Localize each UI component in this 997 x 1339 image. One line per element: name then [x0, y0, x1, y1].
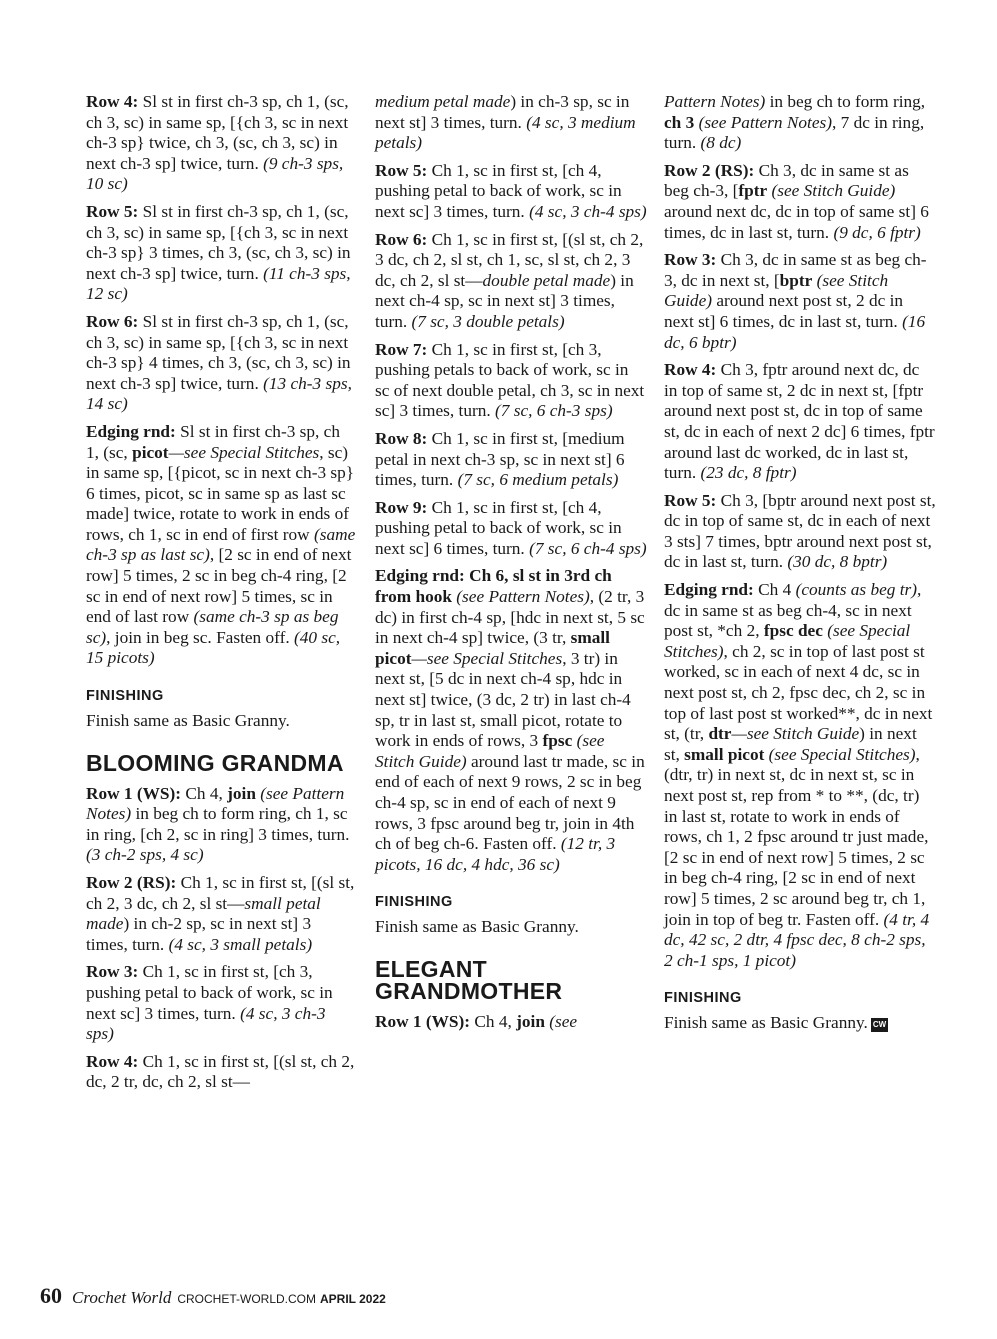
row-label: Row 4: — [86, 1051, 139, 1071]
blooming-row-1: Row 1 (WS): Ch 4, join (see Pattern Notes) in beg ch to form ring, ch 1, sc in ring, [ch 2, sc in ring] 3 times, turn. (3 ch-2 sps, 4 sc) — [86, 783, 350, 865]
stitch-count: (4 sc, 3 small petals) — [168, 934, 313, 954]
stitch-count: (13 ch-3 sps, 14 sc) — [86, 373, 352, 414]
row-label: Edging rnd: — [375, 566, 465, 586]
stitch-count: (4 tr, 4 dc, 42 sc, 2 dtr, 4 fpsc dec, 8 ch-2 sps, 2 ch-1 sps, 1 picot) — [664, 909, 930, 970]
elegant-row-2: Row 2 (RS): Ch 3, dc in same st as beg ch-3, [fptr (see Stitch Guide) around next dc, dc in top of same st] 6 times, dc in last st, turn. (9 dc, 6 fptr) — [664, 160, 929, 242]
elegant-row-4: Row 4: Ch 3, fptr around next dc, dc in top of same st, 2 dc in next st, [fptr around next post st, dc in top of same st, dc in each of next 2 dc] 6 times, fptr around last dc worked, dc in last st, turn. (23 dc, 8 fptr) — [664, 360, 935, 483]
row-label: Row 6: — [86, 311, 139, 331]
stitch-count: (23 dc, 8 fptr) — [700, 463, 797, 483]
website-url: CROCHET-WORLD.COM — [177, 1292, 316, 1306]
column-3 — [664, 92, 936, 1041]
elegant-edging-round: Edging rnd: Ch 4 (counts as beg tr), dc in same st as beg ch-4, sc in next post st, *ch 2, fpsc dec (see Special Stitches), ch 2, sc in top of last post st worked, sc in each of next 4 dc, sc in next post st, ch 2, fpsc dec, ch 2, sc in top of last post st worked**, dc in next st, (tr, dtr—see Stitch Guide) in next st, small picot (see Special Stitches), (dtr, tr) in next st, dc in next st, sc in next post st, rep from * to **, (dc, tr) in last st, rotate to work in ends of rows, ch 1, 2 fpsc around tr just made, [2 sc in end of next row] 5 times, 2 sc in beg ch-4 ring, [2 sc in end of next row] 5 times, 2 sc around beg tr, ch 1, join in top of beg tr. Fasten off. (4 tr, 4 dc, 42 sc, 2 dtr, 4 fpsc dec, 8 ch-2 sps, 2 ch-1 sps, 1 picot) — [664, 580, 933, 970]
row-6-instruction: Row 6: Sl st in first ch-3 sp, ch 1, (sc, ch 3, sc) in same sp, [{ch 3, sc in next ch-3 sp} 4 times, ch 3, (sc, ch 3, sc) in next ch-3 sp] twice, turn. (13 ch-3 sps, 14 sc) — [86, 311, 352, 414]
blooming-grandma-title: BLOOMING GRANDMA — [86, 749, 344, 776]
stitch-count: (3 ch-2 sps, 4 sc) — [86, 845, 204, 865]
page-footer — [40, 1283, 386, 1309]
issue-date: APRIL 2022 — [320, 1292, 386, 1306]
row-4-instruction: Row 4: Sl st in first ch-3 sp, ch 1, (sc, ch 3, sc) in same sp, [{ch 3, sc in next ch-3 sp} twice, ch 3, (sc, ch 3, sc) in next ch-3 sp] twice, turn. (9 ch-3 sps, 10 sc) — [86, 92, 349, 194]
stitch-count: (4 sc, 3 medium petals) — [375, 112, 636, 153]
blooming-row-2: Row 2 (RS): Ch 1, sc in first st, [(sl st, ch 2, 3 dc, ch 2, sl st—small petal made) in ch-2 sp, sc in next st] 3 times, turn. (4 sc, 3 small petals) — [86, 873, 355, 954]
stitch-count: (7 sc, 6 medium petals) — [457, 470, 619, 490]
row-label: Edging rnd: — [86, 421, 176, 441]
stitch-count: (8 dc) — [700, 133, 742, 153]
row-label: Row 5: — [664, 490, 717, 510]
blooming-row-8: Row 8: Ch 1, sc in first st, [medium petal in next ch-3 sp, sc in next st] 6 times, turn. (7 sc, 6 medium petals) — [375, 428, 625, 490]
blooming-row-5: Row 5: Ch 1, sc in first st, [ch 4, pushing petal to back of work, sc in next sc] 3 times, turn. (4 sc, 3 ch-4 sps) — [375, 160, 647, 221]
blooming-row-3: Row 3: Ch 1, sc in first st, [ch 3, pushing petal to back of work, sc in next sc] 3 times, turn. (4 sc, 3 ch-3 sps) — [86, 962, 333, 1044]
finishing-heading: FINISHING — [375, 894, 453, 911]
page-number: 60 — [40, 1283, 62, 1308]
blooming-row-7: Row 7: Ch 1, sc in first st, [ch 3, pushing petals to back of work, sc in sc of next double petal, ch 3, sc in next sc] 3 times, turn. (7 sc, 6 ch-3 sps) — [375, 339, 645, 421]
finishing-heading: FINISHING — [86, 688, 164, 705]
blooming-row-4-continued: medium petal made) in ch-3 sp, sc in next st] 3 times, turn. (4 sc, 3 medium petals) — [375, 92, 636, 153]
row-label: Row 2 (RS): — [664, 160, 755, 180]
row-label: Row 3: — [664, 250, 717, 270]
stitch-count: (7 sc, 3 double petals) — [411, 311, 565, 331]
row-label: Row 3: — [86, 962, 139, 982]
elegant-row-5: Row 5: Ch 3, [bptr around next post st, dc in top of same st, dc in each of next 3 sts] 7 times, bptr around next post st, dc in last st, turn. (30 dc, 8 bptr) — [664, 490, 936, 572]
row-label: Row 4: — [86, 92, 139, 111]
stitch-count: (16 dc, 6 bptr) — [664, 311, 926, 352]
row-label: Row 5: — [86, 201, 139, 221]
stitch-count: (4 sc, 3 ch-4 sps) — [529, 201, 647, 221]
column-2 — [375, 92, 647, 1040]
blooming-edging-round: Edging rnd: Ch 6, sl st in 3rd ch from hook (see Pattern Notes), (2 tr, 3 dc) in first ch-4 sp, [hdc in next st, 5 sc in next ch-4 sp] twice, (3 tr, small picot—see Special Stitches, 3 tr) in next st, [5 dc in next ch-4 sp, hdc in next st] twice, (3 dc, 2 tr) in last ch-4 sp, tr in last st, small picot, rotate to work in ends of rows, 3 fpsc (see Stitch Guide) around last tr made, sc in end of each of next 9 rows, 2 sc in beg ch-4 sp, sc in end of each of next 9 rows, 3 fpsc around beg tr, join in 4th ch of beg ch-6. Fasten off. (12 tr, 3 picots, 16 dc, 4 hdc, 36 sc) — [375, 566, 645, 874]
stitch-count: (7 sc, 6 ch-4 sps) — [529, 538, 647, 558]
finishing-text: Finish same as Basic Granny. — [86, 711, 290, 731]
stitch-count: (11 ch-3 sps, 12 sc) — [86, 263, 351, 304]
row-label: Row 9: — [375, 497, 428, 517]
stitch-count: (12 tr, 3 picots, 16 dc, 4 hdc, 36 sc) — [375, 834, 616, 874]
stitch-count: (7 sc, 6 ch-3 sps) — [495, 401, 613, 421]
row-label: Row 7: — [375, 339, 428, 359]
row-label: Row 6: — [375, 229, 428, 249]
finishing-heading: FINISHING — [664, 990, 742, 1007]
row-label: Row 1 (WS): — [86, 783, 182, 803]
blooming-row-6: Row 6: Ch 1, sc in first st, [(sl st, ch 2, 3 dc, ch 2, sl st, ch 1, sc, sl st, ch 2, 3 dc, ch 2, sl st—double petal made) in next ch-4 sp, sc in next st] 3 times, turn. (7 sc, 3 double petals) — [375, 229, 644, 331]
row-label: Row 1 (WS): — [375, 1011, 471, 1031]
stitch-count: (4 sc, 3 ch-3 sps) — [86, 1003, 326, 1044]
row-label: Edging rnd: — [664, 580, 754, 600]
stitch-count: (9 dc, 6 fptr) — [833, 222, 921, 242]
column-1 — [86, 92, 356, 1100]
stitch-count: (30 dc, 8 bptr) — [787, 552, 888, 572]
magazine-name: Crochet World — [72, 1288, 172, 1307]
elegant-row-3: Row 3: Ch 3, dc in same st as beg ch-3, dc in next st, [bptr (see Stitch Guide) around next post st, 2 dc in next st] 6 times, dc in last st, turn. (16 dc, 6 bptr) — [664, 250, 927, 352]
elegant-grandmother-title: ELEGANT GRANDMOTHER — [375, 955, 563, 1004]
finishing-text: Finish same as Basic Granny. CW — [664, 1013, 887, 1033]
finishing-text: Finish same as Basic Granny. — [375, 917, 579, 937]
blooming-row-9: Row 9: Ch 1, sc in first st, [ch 4, pushing petal to back of work, sc in next sc] 6 times, turn. (7 sc, 6 ch-4 sps) — [375, 497, 647, 558]
row-5-instruction: Row 5: Sl st in first ch-3 sp, ch 1, (sc, ch 3, sc) in same sp, [{ch 3, sc in next ch-3 sp} 3 times, ch 3, (sc, ch 3, sc) in next ch-3 sp] twice, turn. (11 ch-3 sps, 12 sc) — [86, 201, 351, 304]
stitch-count: (40 sc, 15 picots) — [86, 627, 341, 668]
elegant-row-1: Row 1 (WS): Ch 4, join (see — [375, 1011, 578, 1031]
blooming-row-4: Row 4: Ch 1, sc in first st, [(sl st, ch 2, dc, 2 tr, dc, ch 2, sl st— — [86, 1051, 355, 1092]
row-label: Row 2 (RS): — [86, 873, 177, 892]
row-label: Row 8: — [375, 428, 428, 448]
stitch-count: (9 ch-3 sps, 10 sc) — [86, 153, 344, 194]
row-label: Row 4: — [664, 360, 717, 380]
end-mark-icon: CW — [871, 1018, 888, 1032]
row-label: Row 5: — [375, 160, 428, 180]
elegant-row-1-continued: Pattern Notes) in beg ch to form ring, ch 3 (see Pattern Notes), 7 dc in ring, turn. (8 dc) — [664, 92, 926, 153]
edging-round-instruction: Edging rnd: Sl st in first ch-3 sp, ch 1, (sc, picot—see Special Stitches, sc) in same sp, [{picot, sc in next ch-3 sp} 6 times, picot, sc in same sp as last sc made] twice, rotate to work in ends of rows, ch 1, sc in end of first row (same ch-3 sp as last sc), [2 sc in end of next row] 5 times, 2 sc in beg ch-4 ring, [2 sc in end of next row] 5 times, sc in end of last row (same ch-3 sp as beg sc), join in beg sc. Fasten off. (40 sc, 15 picots) — [86, 421, 356, 668]
